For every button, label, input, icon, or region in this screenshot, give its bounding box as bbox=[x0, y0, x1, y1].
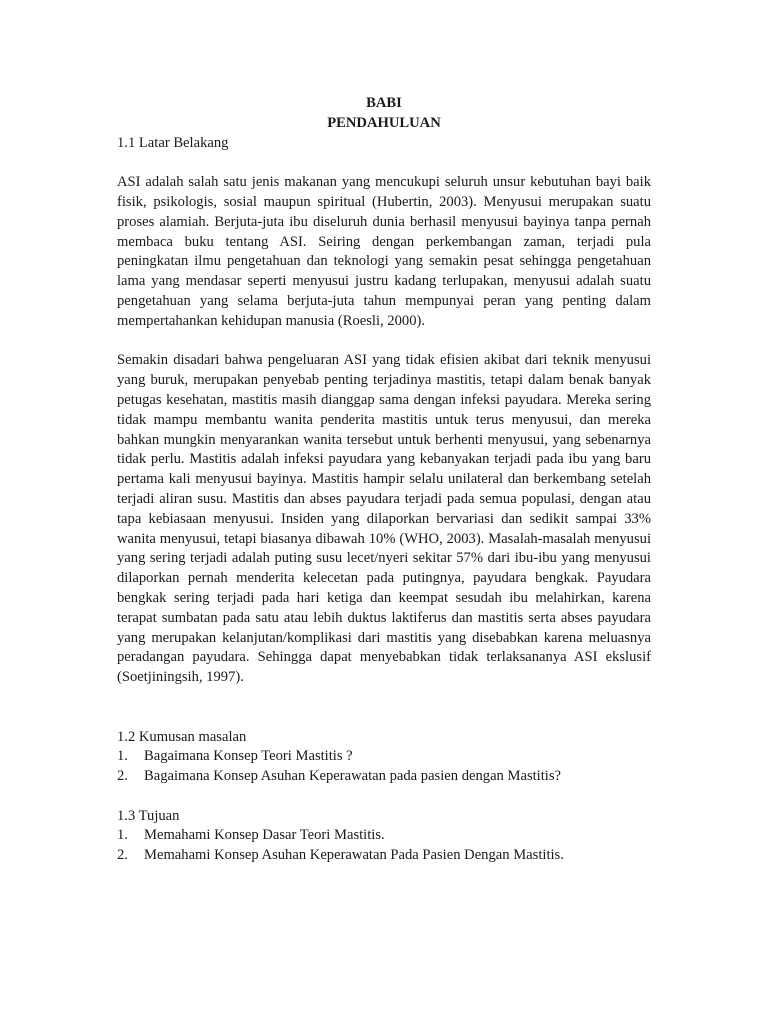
page-content bbox=[117, 94, 651, 866]
section-title-background: 1.1 Latar Belakang bbox=[117, 134, 229, 151]
list-item bbox=[117, 767, 651, 787]
paragraph: Semakin disadari bahwa pengeluaran ASI yang tidak efisien akibat dari teknik menyusui yang buruk, merupakan penyebab penting terjadinya mastitis, tetapi dalam benak banyak petugas kesehatan, mastitis masih dianggap sama dengan infeksi payudara. Mereka sering tidak mampu membantu wanita penderita mastitis untuk terus menyusui, dan mereka bahkan mungkin menyarankan wanita tersebut untuk berhenti menyusui, yang sebenarnya tidak perlu. Mastitis adalah infeksi payudara yang kebanyakan terjadi pada ibu yang baru pertama kali menyusui bayinya. Mastitis hampir selalu unilateral dan berkembang setelah terjadi aliran susu. Mastitis dan abses payudara terjadi pada semua populasi, dengan atau tapa kebiasaan menyusui. Insiden yang dilaporkan bervariasi dan sedikit sampai 33% wanita menyusui, tetapi biasanya dibawah 10% (WHO, 2003). Masalah-masalah menyusui yang sering terjadi adalah puting susu lecet/nyeri sekitar 57% dari ibu-ibu yang menyusui dilaporkan pernah menderita kelecetan pada putingnya, payudara bengkak. Payudara bengkak sering terjadi pada hari ketiga dan keempat sesudah ibu melahirkan, karena terapat sumbatan pada satu atau lebih duktus laktiferus dan mastitis serta abses payudara yang merupakan kelanjutan/komplikasi dari mastitis yang disebabkan karena meluasnya peradangan payudara. Sehingga dapat menyebabkan tidak terlaksananya ASI ekslusif (Soetjiningsih, 1997). bbox=[117, 352, 651, 686]
chapter-title: PENDAHULUAN bbox=[327, 114, 441, 131]
section-title-objectives: 1.3 Tujuan bbox=[117, 807, 180, 824]
spacer bbox=[117, 332, 651, 352]
list-number: 1. bbox=[117, 827, 128, 844]
paragraph: ASI adalah salah satu jenis makanan yang mencukupi seluruh unsur kebutuhan bayi baik fisik, psikologis, sosial maupun spiritual (Hubertin, 2003). Menyusui merupakan suatu proses alamiah. Berjuta-juta ibu diseluruh dunia berhasil menyusui bayinya tanpa pernah membaca buku tentang ASI. Seiring dengan perkembangan zaman, terjadi pula peningkatan ilmu pengetahuan dan teknologi yang semakin pesat sehingga pengetahuan lama yang mendasar seperti menyusui justru kadang terlupakan, menyusui adalah suatu pengetahuan yang selama berjuta-juta tahun mempunyai peran yang penting dalam mempertahankan kehidupan manusia (Roesli, 2000). bbox=[117, 174, 651, 329]
problem-list bbox=[117, 747, 651, 787]
list-item-text: Memahami Konsep Asuhan Keperawatan Pada Pasien Dengan Mastitis. bbox=[144, 847, 564, 864]
list-item bbox=[117, 826, 651, 846]
list-item-text: Memahami Konsep Dasar Teori Mastitis. bbox=[144, 827, 385, 844]
list-item bbox=[117, 747, 651, 767]
list-number: 2. bbox=[117, 847, 128, 864]
list-item-text: Bagaimana Konsep Teori Mastitis ? bbox=[144, 748, 353, 765]
list-number: 2. bbox=[117, 768, 128, 785]
spacer bbox=[117, 153, 651, 173]
objectives-list bbox=[117, 826, 651, 866]
list-number: 1. bbox=[117, 748, 128, 765]
section-title-problem: 1.2 Kumusan masalan bbox=[117, 728, 247, 745]
chapter-number: BABI bbox=[366, 95, 402, 111]
spacer bbox=[117, 787, 651, 807]
list-item-text: Bagaimana Konsep Asuhan Keperawatan pada pasien dengan Mastitis? bbox=[144, 768, 562, 785]
list-item bbox=[117, 846, 651, 866]
spacer bbox=[117, 688, 651, 728]
